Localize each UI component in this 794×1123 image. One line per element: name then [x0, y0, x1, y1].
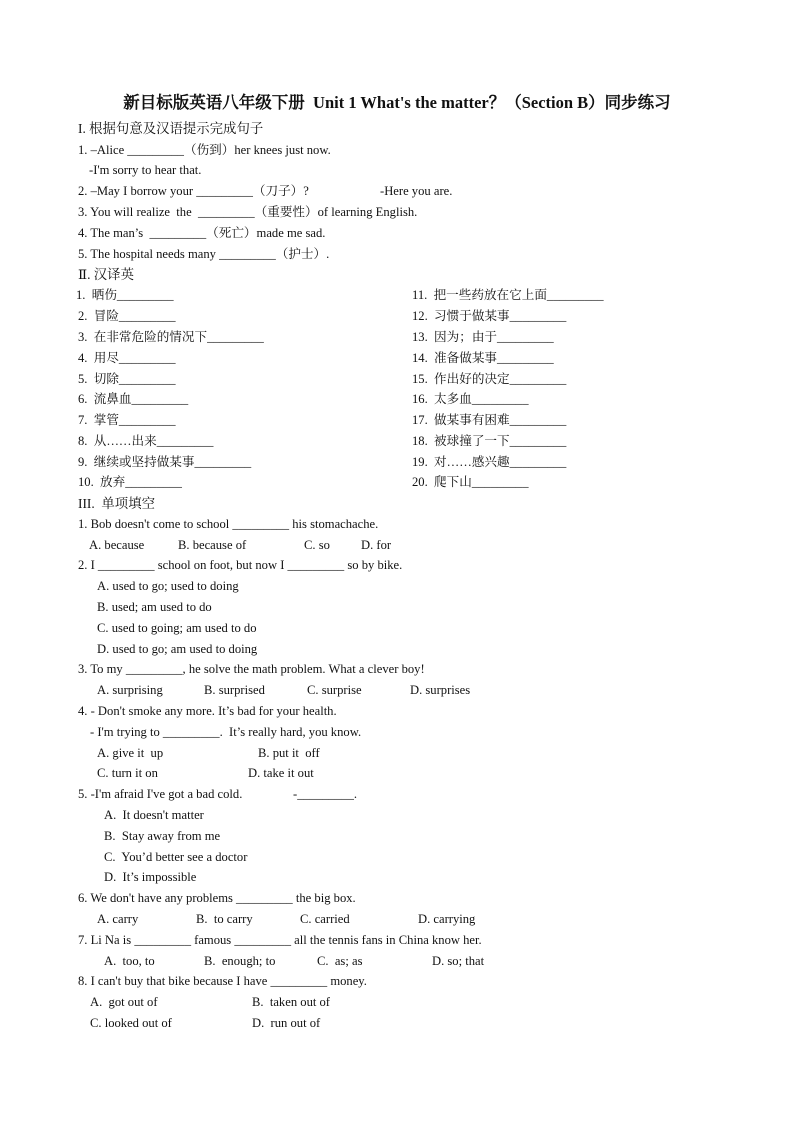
option-item: A. because	[89, 538, 145, 552]
option-item: C. You’d better see a doctor	[104, 850, 248, 864]
translation-item: 5. 切除_________	[78, 372, 176, 386]
option-item: A. surprising	[97, 683, 163, 697]
question-line: -I'm sorry to hear that.	[89, 163, 202, 177]
page-title: 新目标版英语八年级下册 Unit 1 What's the matter？（Section B）同步练习	[123, 93, 671, 112]
translation-item: 14. 准备做某事_________	[412, 351, 554, 365]
translation-item: 19. 对……感兴趣_________	[412, 455, 567, 469]
option-item: C. turn it on	[97, 766, 158, 780]
section-heading: I. 根据句意及汉语提示完成句子	[78, 121, 264, 136]
option-item: D. for	[361, 538, 392, 552]
translation-item: 8. 从……出来_________	[78, 434, 214, 448]
option-item: A. give it up	[97, 746, 164, 760]
translation-item: 12. 习惯于做某事_________	[412, 309, 567, 323]
translation-item: 1. 晒伤_________	[76, 288, 174, 302]
translation-item: 18. 被球撞了一下_________	[412, 434, 567, 448]
question-line: 5. The hospital needs many _________（护士）.	[78, 247, 330, 261]
question-line: 3. To my _________, he solve the math problem. What a clever boy!	[78, 662, 425, 676]
option-item: A. used to go; used to doing	[97, 579, 239, 593]
option-item: C. surprise	[307, 683, 362, 697]
option-item: C. as; as	[317, 954, 363, 968]
option-item: C. looked out of	[90, 1016, 172, 1030]
translation-item: 20. 爬下山_________	[412, 475, 529, 489]
option-item: D. surprises	[410, 683, 471, 697]
option-item: A. carry	[97, 912, 139, 926]
option-item: B. surprised	[204, 683, 265, 697]
section-heading: III. 单项填空	[78, 496, 155, 511]
question-line: 3. You will realize the _________（重要性）of learning English.	[78, 205, 418, 219]
question-line: -_________.	[293, 787, 358, 801]
question-line: 7. Li Na is _________ famous _________ all the tennis fans in China know her.	[78, 933, 482, 947]
translation-item: 4. 用尽_________	[78, 351, 176, 365]
translation-item: 17. 做某事有困难_________	[412, 413, 567, 427]
option-item: D. run out of	[252, 1016, 321, 1030]
question-line: -Here you are.	[380, 184, 453, 198]
option-item: B. put it off	[258, 746, 320, 760]
option-item: A. got out of	[90, 995, 158, 1009]
option-item: B. because of	[178, 538, 247, 552]
question-line: 2. I _________ school on foot, but now I _________ so by bike.	[78, 558, 403, 572]
option-item: A. It doesn't matter	[104, 808, 204, 822]
option-item: D. carrying	[418, 912, 476, 926]
question-line: 2. –May I borrow your _________（刀子）?	[78, 184, 309, 198]
option-item: B. taken out of	[252, 995, 330, 1009]
option-item: D. take it out	[248, 766, 314, 780]
question-line: - I'm trying to _________. It’s really hard, you know.	[90, 725, 362, 739]
translation-item: 15. 作出好的决定_________	[412, 372, 567, 386]
option-item: D. It’s impossible	[104, 870, 197, 884]
section-heading: Ⅱ. 汉译英	[78, 267, 134, 282]
translation-item: 6. 流鼻血_________	[78, 392, 189, 406]
question-line: 4. - Don't smoke any more. It’s bad for your health.	[78, 704, 337, 718]
option-item: D. so; that	[432, 954, 485, 968]
question-line: 4. The man’s _________（死亡）made me sad.	[78, 226, 326, 240]
translation-item: 3. 在非常危险的情况下_________	[78, 330, 264, 344]
option-item: C. so	[304, 538, 330, 552]
option-item: B. enough; to	[204, 954, 276, 968]
option-item: B. Stay away from me	[104, 829, 221, 843]
question-line: 6. We don't have any problems _________ the big box.	[78, 891, 356, 905]
option-item: A. too, to	[104, 954, 155, 968]
question-line: 1. –Alice _________（伤到）her knees just now.	[78, 143, 331, 157]
translation-item: 10. 放弃_________	[78, 475, 182, 489]
question-line: 5. -I'm afraid I've got a bad cold.	[78, 787, 243, 801]
question-line: 1. Bob doesn't come to school _________ his stomachache.	[78, 517, 379, 531]
translation-item: 2. 冒险_________	[78, 309, 176, 323]
option-item: C. carried	[300, 912, 350, 926]
option-item: B. to carry	[196, 912, 253, 926]
option-item: C. used to going; am used to do	[97, 621, 257, 635]
option-item: B. used; am used to do	[97, 600, 212, 614]
translation-item: 13. 因为；由于_________	[412, 330, 554, 344]
translation-item: 9. 继续或坚持做某事_________	[78, 455, 252, 469]
option-item: D. used to go; am used to doing	[97, 642, 258, 656]
translation-item: 16. 太多血_________	[412, 392, 529, 406]
translation-item: 7. 掌管_________	[78, 413, 176, 427]
question-line: 8. I can't buy that bike because I have _________ money.	[78, 974, 367, 988]
translation-item: 11. 把一些药放在它上面_________	[412, 288, 604, 302]
